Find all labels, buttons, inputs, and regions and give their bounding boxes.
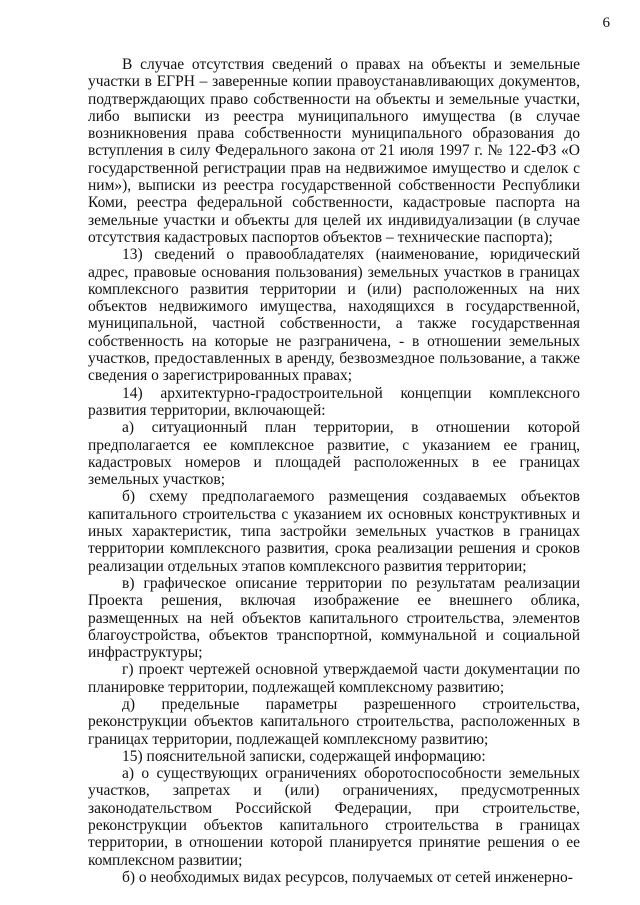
paragraph-item-13: 13) сведений о правообладателях (наименование, юридический адрес, правовые основания пользования) земельных участков в границах комплексного развития территории и (или) расположенных на них объектов недвижимого имущества, находящихся в государственной, муниципальной, частной собственности, а также государственная собственность на которые не разграничена, - в отношении земельных участков, предоставленных в аренду, безвозмездное пользование, а также сведения о зарегистрированных правах; (88, 246, 580, 385)
paragraph-item-15: 15) пояснительной записки, содержащей информацию: (122, 747, 486, 765)
document-body (88, 56, 580, 886)
paragraph-egrn-documents: В случае отсутствия сведений о правах на объекты и земельные участки в ЕГРН – заверенные копии правоустанавливающих документов, подтверждающих право собственности на объекты и земельные участки, либо выписки из реестра муниципального имущества (в случае возникновения права собственности муниципального образования до вступления в силу Федерального закона от 21 июля 1997 г. № 122-ФЗ «О государственной регистрации прав на недвижимое имущество и сделок с ним»), выписки из реестра государственной собственности Республики Коми, реестра федеральной собственности, кадастровые паспорта на земельные участки и объекты для целей их индивидуализации (в случае отсутствия кадастровых паспортов объектов – технические паспорта); (88, 56, 580, 246)
paragraph-item-14a: а) ситуационный план территории, в отношении которой предполагается ее комплексное развитие, с указанием ее границ, кадастровых номеров и площадей расположенных в ее границах земельных участков; (88, 419, 580, 489)
paragraph-item-14g: г) проект чертежей основной утверждаемой части документации по планировке территории, подлежащей комплексному развитию; (88, 661, 580, 696)
paragraph-item-15b: б) о необходимых видах ресурсов, получаемых от сетей инженерно- (122, 868, 573, 886)
paragraph-item-14v: в) графическое описание территории по результатам реализации Проекта решения, включая изображение ее внешнего облика, размещенных на ней объектов капитального строительства, элементов благоустройства, объектов транспортной, коммунальной и социальной инфраструктуры; (88, 574, 580, 662)
paragraph-item-14d: д) предельные параметры разрешенного строительства, реконструкции объектов капитального строительства, расположенных в границах территории, подлежащей комплексному развитию; (88, 695, 580, 748)
paragraph-item-14: 14) архитектурно-градостроительной концепции комплексного развития территории, включающей: (88, 384, 580, 419)
page-number: 6 (602, 15, 610, 31)
paragraph-item-15a: а) о существующих ограничениях оборотоспособности земельных участков, запретах и (или) ограничениях, предусмотренных законодательством Российской Федерации, при строительстве, реконструкции объектов капитального строительства в границах территории, в отношении которой планируется принятие решения о ее комплексном развитии; (88, 765, 580, 869)
paragraph-item-14b: б) схему предполагаемого размещения создаваемых объектов капитального строительства с указанием их основных конструктивных и иных характеристик, типа застройки земельных участков в границах территории комплексного развития, срока реализации решения и сроков реализации отдельных этапов комплексного развития территории; (88, 488, 580, 575)
